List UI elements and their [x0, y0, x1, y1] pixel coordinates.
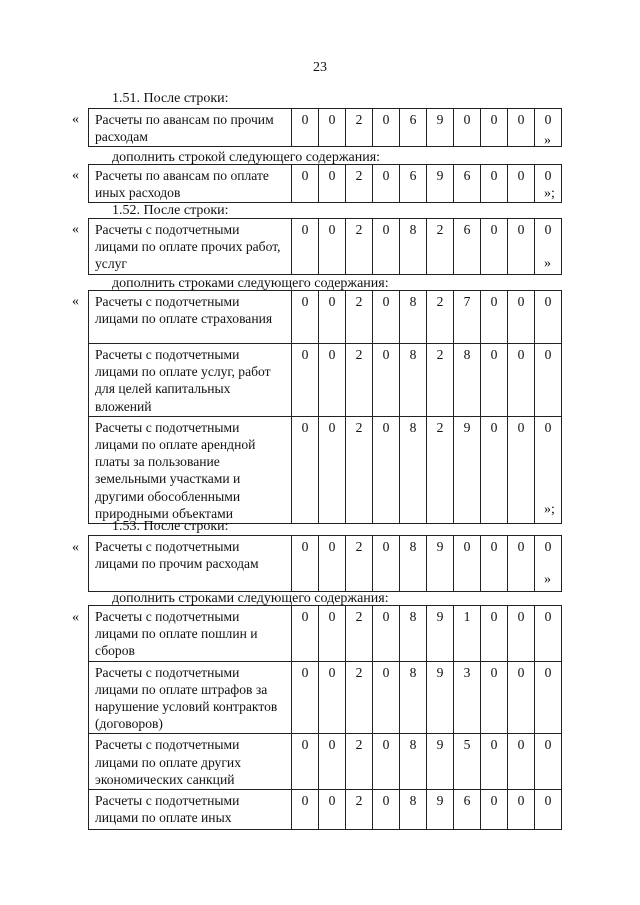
code-digit: 2: [427, 291, 454, 344]
code-digit: 6: [454, 219, 481, 275]
open-quote: «: [72, 222, 79, 237]
code-digit: 0: [481, 734, 508, 790]
code-digit: 0: [508, 606, 535, 662]
code-digit: 2: [427, 416, 454, 523]
table-row: [89, 165, 562, 203]
code-digit: 0: [535, 219, 562, 275]
code-digit: 2: [427, 219, 454, 275]
code-digit: 0: [373, 790, 400, 830]
code-digit: 8: [400, 734, 427, 790]
code-digit: 0: [292, 109, 319, 147]
code-digit: 0: [508, 734, 535, 790]
row-description: Расчеты с подотчетными лицами по оплате штрафов за нарушение условий контрактов (договоров): [89, 661, 292, 734]
row-description: Расчеты с подотчетными лицами по оплате прочих работ, услуг: [89, 219, 292, 275]
table-row: [89, 606, 562, 662]
code-digit: 9: [427, 165, 454, 203]
code-digit: 2: [346, 291, 373, 344]
close-quote: »: [544, 133, 551, 148]
code-digit: 8: [400, 790, 427, 830]
code-digit: 5: [454, 734, 481, 790]
open-quote: «: [72, 610, 79, 625]
code-digit: 9: [427, 536, 454, 592]
code-digit: 0: [535, 536, 562, 592]
code-digit: 0: [319, 661, 346, 734]
open-quote: «: [72, 168, 79, 183]
row-description: Расчеты с подотчетными лицами по оплате других экономических санкций: [89, 734, 292, 790]
code-digit: 0: [508, 165, 535, 203]
code-digit: 0: [481, 344, 508, 417]
code-digit: 0: [508, 219, 535, 275]
code-digit: 2: [346, 790, 373, 830]
code-digit: 0: [292, 661, 319, 734]
code-digit: 3: [454, 661, 481, 734]
old-row-table-1-51: [88, 108, 562, 147]
code-digit: 0: [292, 536, 319, 592]
code-digit: 0: [373, 291, 400, 344]
code-digit: 8: [400, 606, 427, 662]
code-digit: 2: [346, 165, 373, 203]
table-row: [89, 661, 562, 734]
code-digit: 0: [373, 661, 400, 734]
table-row: [89, 219, 562, 275]
code-digit: 0: [373, 536, 400, 592]
table-row: [89, 416, 562, 523]
table-row: [89, 344, 562, 417]
row-description: Расчеты по авансам по оплате иных расходов: [89, 165, 292, 203]
code-digit: 0: [292, 291, 319, 344]
code-digit: 2: [346, 219, 373, 275]
code-digit: 0: [319, 536, 346, 592]
code-digit: 0: [373, 606, 400, 662]
code-digit: 0: [481, 416, 508, 523]
section-heading-1-52: 1.52. После строки:: [112, 203, 229, 218]
section-heading-1-51: 1.51. После строки:: [112, 91, 229, 106]
code-digit: 0: [292, 790, 319, 830]
code-digit: 9: [427, 109, 454, 147]
code-digit: 0: [373, 344, 400, 417]
row-description: Расчеты с подотчетными лицами по оплате пошлин и сборов: [89, 606, 292, 662]
code-digit: 8: [400, 219, 427, 275]
row-description: Расчеты с подотчетными лицами по оплате страхования: [89, 291, 292, 344]
code-digit: 2: [346, 661, 373, 734]
code-digit: 0: [535, 606, 562, 662]
new-row-table-1-51: [88, 164, 562, 203]
code-digit: 1: [454, 606, 481, 662]
code-digit: 0: [292, 416, 319, 523]
code-digit: 0: [535, 661, 562, 734]
code-digit: 6: [454, 790, 481, 830]
row-description: Расчеты с подотчетными лицами по прочим расходам: [89, 536, 292, 592]
table-row: [89, 734, 562, 790]
code-digit: 8: [400, 344, 427, 417]
code-digit: 2: [346, 416, 373, 523]
old-row-table-1-52: [88, 218, 562, 275]
code-digit: 0: [508, 790, 535, 830]
code-digit: 7: [454, 291, 481, 344]
code-digit: 0: [319, 219, 346, 275]
code-digit: 0: [481, 606, 508, 662]
code-digit: 0: [508, 661, 535, 734]
code-digit: 0: [319, 109, 346, 147]
code-digit: 8: [400, 536, 427, 592]
code-digit: 0: [373, 734, 400, 790]
code-digit: 0: [373, 416, 400, 523]
code-digit: 0: [481, 291, 508, 344]
code-digit: 2: [346, 109, 373, 147]
code-digit: 6: [400, 109, 427, 147]
open-quote: «: [72, 112, 79, 127]
code-digit: 9: [427, 606, 454, 662]
instruction-text: дополнить строкой следующего содержания:: [112, 150, 381, 165]
code-digit: 0: [535, 291, 562, 344]
code-digit: 9: [427, 734, 454, 790]
code-digit: 0: [535, 165, 562, 203]
close-quote: »;: [544, 186, 555, 201]
code-digit: 9: [427, 790, 454, 830]
close-quote: »: [544, 256, 551, 271]
code-digit: 0: [373, 165, 400, 203]
code-digit: 0: [481, 790, 508, 830]
code-digit: 9: [427, 661, 454, 734]
code-digit: 2: [346, 536, 373, 592]
code-digit: 2: [427, 344, 454, 417]
code-digit: 0: [535, 790, 562, 830]
code-digit: 0: [481, 661, 508, 734]
code-digit: 0: [373, 109, 400, 147]
code-digit: 0: [292, 344, 319, 417]
code-digit: 0: [319, 344, 346, 417]
old-row-table-1-53: [88, 535, 562, 592]
code-digit: 0: [535, 344, 562, 417]
code-digit: 0: [292, 606, 319, 662]
instruction-text: дополнить строками следующего содержания:: [112, 591, 389, 606]
row-description: Расчеты по авансам по прочим расходам: [89, 109, 292, 147]
code-digit: 0: [319, 416, 346, 523]
code-digit: 0: [481, 165, 508, 203]
table-row: [89, 536, 562, 592]
code-digit: 2: [346, 734, 373, 790]
instruction-text: дополнить строками следующего содержания:: [112, 276, 389, 291]
code-digit: 6: [400, 165, 427, 203]
code-digit: 0: [535, 109, 562, 147]
code-digit: 0: [481, 219, 508, 275]
row-description: Расчеты с подотчетными лицами по оплате иных: [89, 790, 292, 830]
code-digit: 0: [454, 536, 481, 592]
code-digit: 2: [346, 344, 373, 417]
table-row: [89, 790, 562, 830]
code-digit: 6: [454, 165, 481, 203]
open-quote: «: [72, 294, 79, 309]
code-digit: 0: [319, 291, 346, 344]
close-quote: »;: [544, 502, 555, 517]
row-description: Расчеты с подотчетными лицами по оплате услуг, работ для целей капитальных вложений: [89, 344, 292, 417]
code-digit: 0: [373, 219, 400, 275]
code-digit: 8: [400, 661, 427, 734]
code-digit: 8: [400, 416, 427, 523]
code-digit: 0: [481, 109, 508, 147]
code-digit: 0: [319, 734, 346, 790]
code-digit: 0: [292, 165, 319, 203]
code-digit: 0: [481, 536, 508, 592]
code-digit: 0: [292, 734, 319, 790]
code-digit: 0: [535, 734, 562, 790]
code-digit: 0: [535, 416, 562, 523]
code-digit: 0: [508, 291, 535, 344]
code-digit: 8: [400, 291, 427, 344]
code-digit: 8: [454, 344, 481, 417]
close-quote: »: [544, 572, 551, 587]
open-quote: «: [72, 540, 79, 555]
table-row: [89, 291, 562, 344]
table-row: [89, 109, 562, 147]
code-digit: 0: [508, 344, 535, 417]
code-digit: 9: [454, 416, 481, 523]
new-rows-table-1-53: [88, 605, 562, 830]
code-digit: 2: [346, 606, 373, 662]
row-description: Расчеты с подотчетными лицами по оплате арендной платы за пользование земельными участками и другими обособленными природными объектами: [89, 416, 292, 523]
code-digit: 0: [319, 790, 346, 830]
code-digit: 0: [508, 536, 535, 592]
new-rows-table-1-52: [88, 290, 562, 524]
code-digit: 0: [454, 109, 481, 147]
code-digit: 0: [319, 165, 346, 203]
section-heading-1-53: 1.53. После строки:: [112, 519, 229, 534]
code-digit: 0: [508, 416, 535, 523]
code-digit: 0: [292, 219, 319, 275]
code-digit: 0: [319, 606, 346, 662]
page-number: 23: [313, 60, 327, 75]
code-digit: 0: [508, 109, 535, 147]
